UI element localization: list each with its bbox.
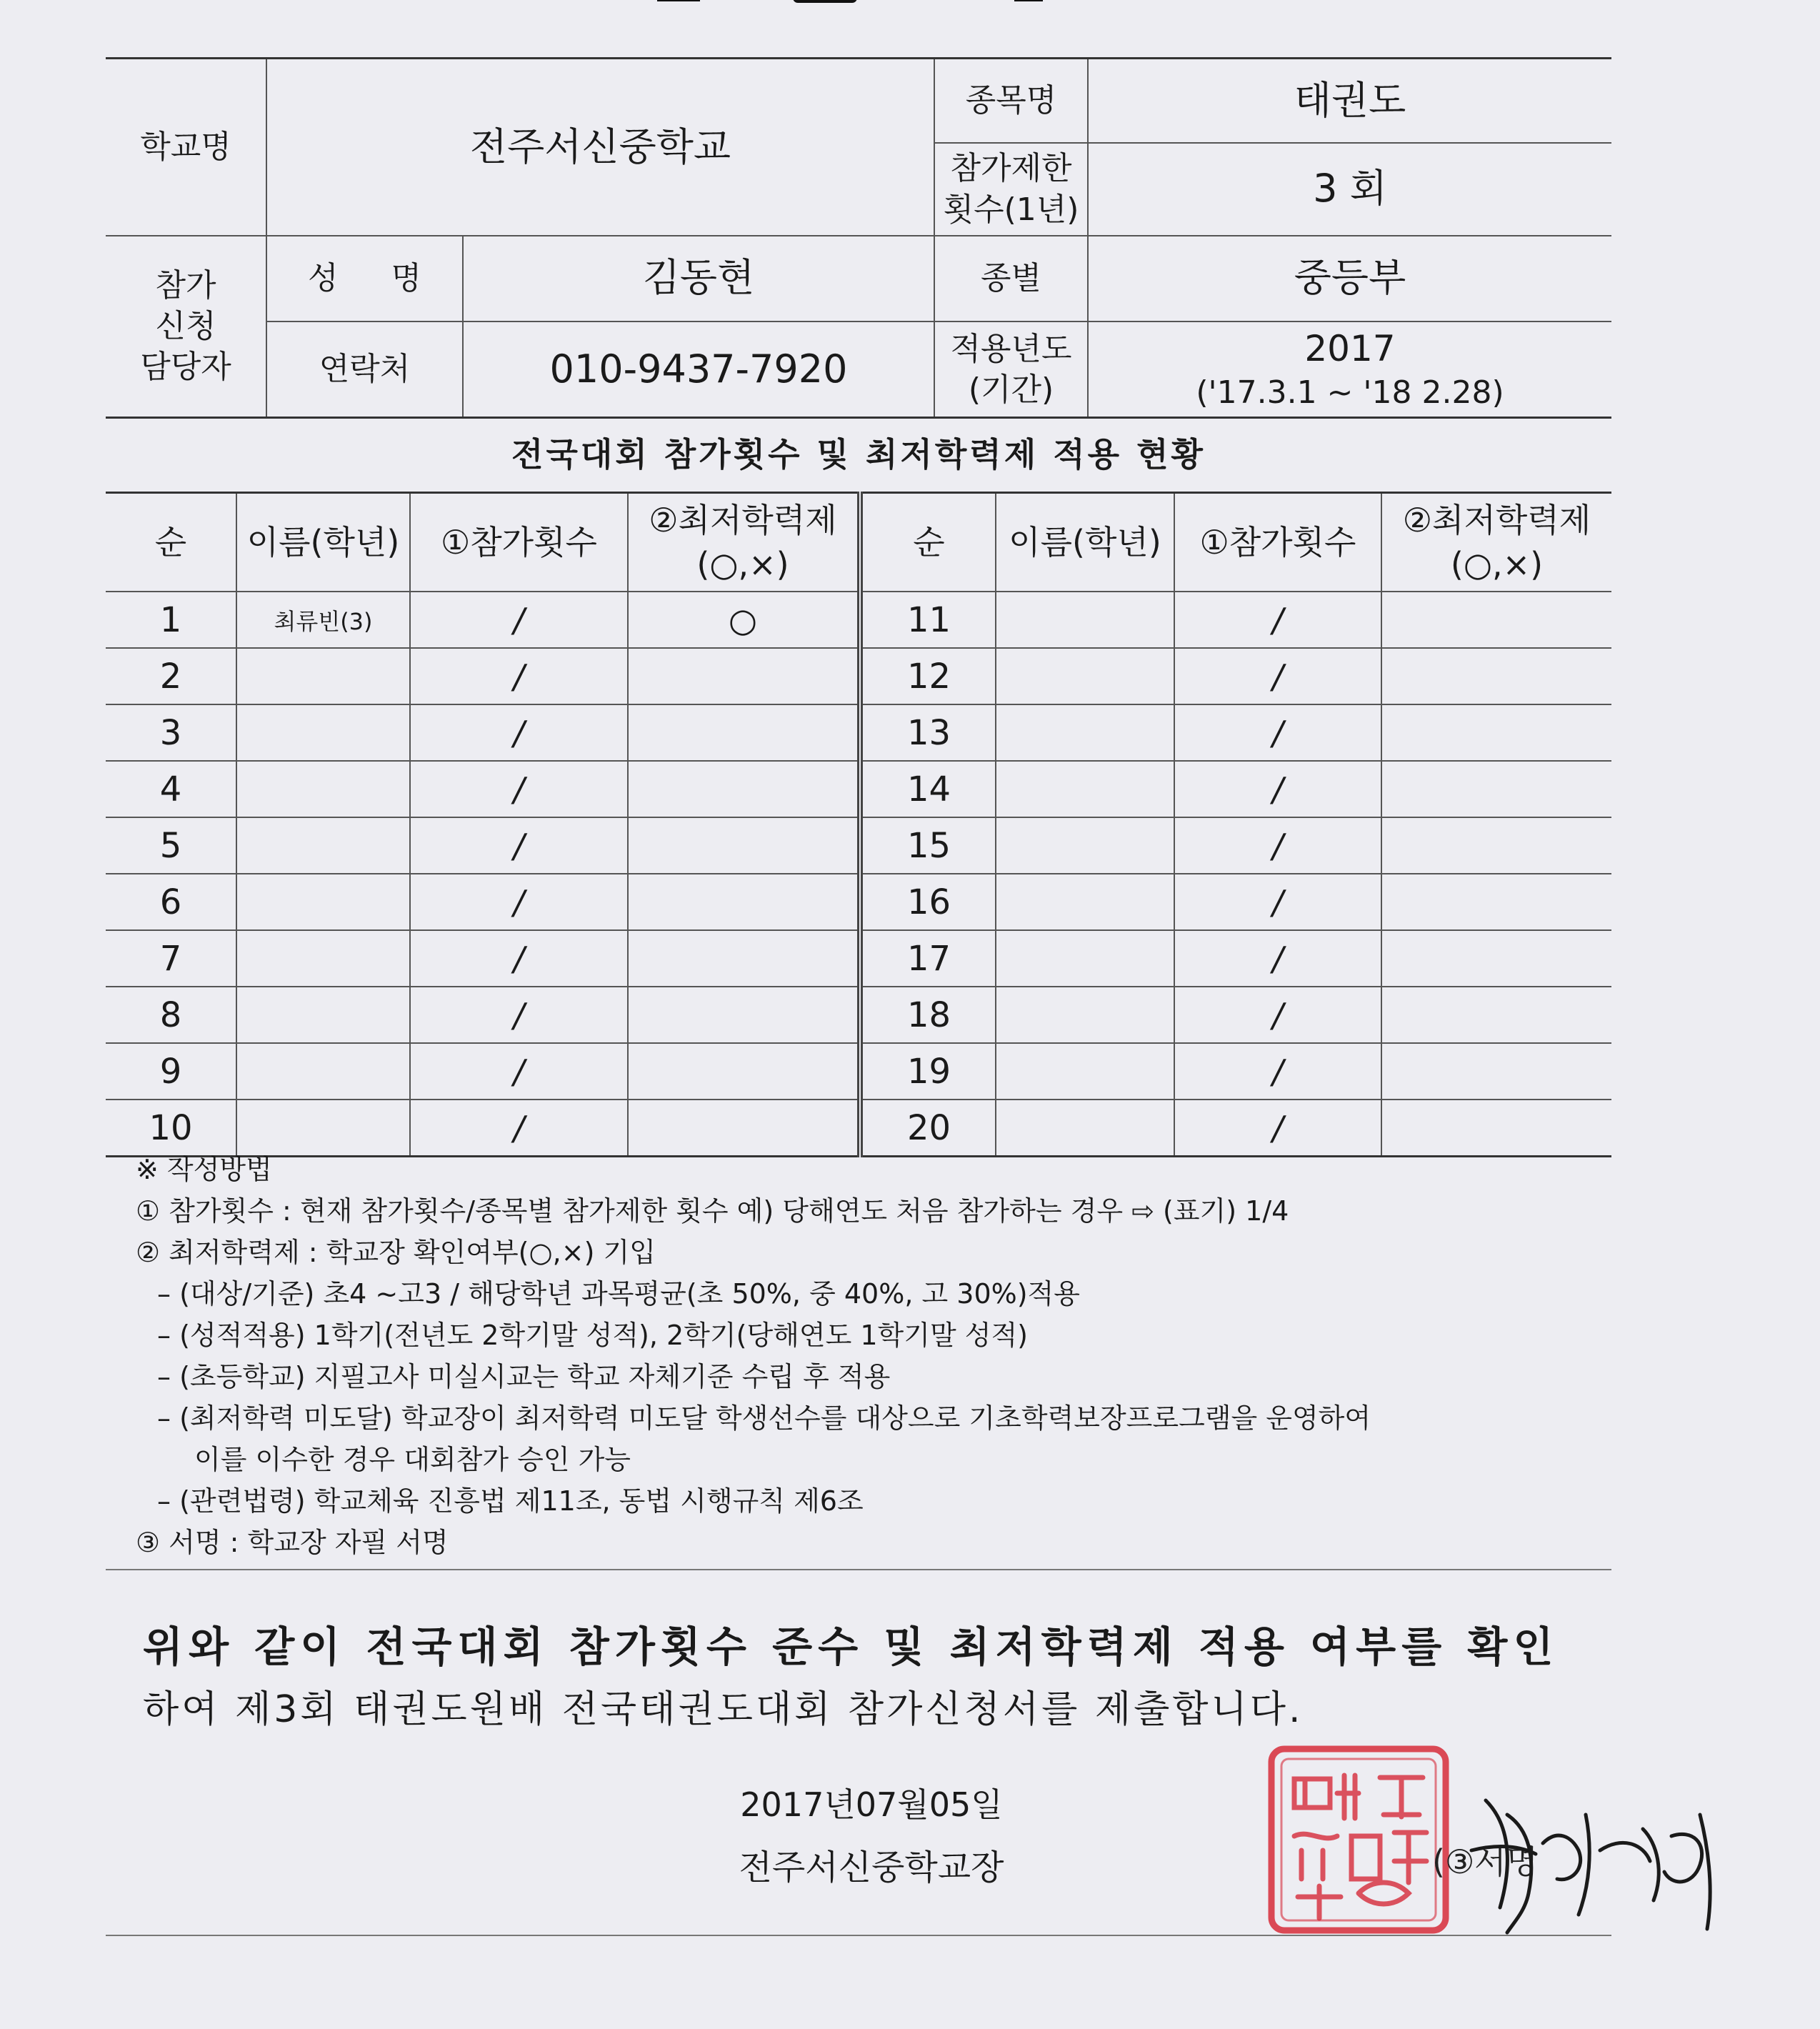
row-count: / — [1174, 592, 1381, 648]
instruction-subitem: – (최저학력 미도달) 학교장이 최저학력 미도달 학생선수를 대상으로 기초학력보장프로그램을 운영하여 — [157, 1402, 1371, 1434]
row-name — [996, 930, 1174, 987]
participants-table — [106, 492, 1611, 1157]
row-count: / — [1174, 987, 1381, 1043]
row-no: 9 — [106, 1043, 236, 1100]
row-count: / — [410, 1043, 628, 1100]
row-name — [236, 817, 410, 874]
principal-title: 전주서신중학교장 — [739, 1848, 1004, 1888]
row-no: 6 — [106, 874, 236, 930]
row-academic — [628, 1100, 860, 1157]
row-academic — [628, 704, 860, 761]
header-academic-line2: (○,×) — [1450, 545, 1544, 584]
event-label: 종목명 — [934, 59, 1088, 143]
row-no: 18 — [860, 987, 996, 1043]
contact-value: 010-9437-7920 — [463, 321, 934, 418]
header-name-left: 이름(학년) — [236, 493, 410, 592]
table-header-row — [106, 493, 1611, 592]
row-name — [236, 874, 410, 930]
header-count-left: ①참가횟수 — [410, 493, 628, 592]
row-no: 16 — [860, 874, 996, 930]
row-academic — [1381, 648, 1611, 704]
school-label: 학교명 — [106, 59, 266, 236]
event-name: 태권도 — [1088, 59, 1611, 143]
confirmation-statement — [143, 1613, 1571, 1733]
row-name — [236, 930, 410, 987]
school-name: 전주서신중학교 — [266, 59, 934, 236]
row-count: / — [1174, 761, 1381, 817]
row-no: 17 — [860, 930, 996, 987]
row-no: 7 — [106, 930, 236, 987]
header-academic-right — [1381, 493, 1611, 592]
table-row — [106, 1100, 1611, 1157]
row-name — [236, 761, 410, 817]
header-academic-left — [628, 493, 860, 592]
row-academic — [1381, 761, 1611, 817]
instructions-heading: ※ 작성방법 — [136, 1154, 272, 1185]
row-count: / — [410, 648, 628, 704]
row-academic — [628, 874, 860, 930]
row-no: 8 — [106, 987, 236, 1043]
manager-label-line3: 담당자 — [140, 349, 231, 386]
limit-label-line2: 횟수(1년) — [943, 191, 1079, 228]
manager-label-line2: 신청 — [155, 308, 216, 345]
row-no: 19 — [860, 1043, 996, 1100]
limit-value: 3 회 — [1088, 143, 1611, 236]
year-value: 2017 — [1304, 327, 1396, 369]
year-label — [934, 321, 1088, 418]
row-no: 11 — [860, 592, 996, 648]
division-label: 종별 — [934, 236, 1088, 321]
row-name — [236, 648, 410, 704]
year-period: ('17.3.1 ~ '18 2.28) — [1196, 374, 1504, 411]
header-academic-line1: ②최저학력제 — [1402, 500, 1591, 539]
instruction-item: ③ 서명 : 학교장 자필 서명 — [136, 1527, 449, 1558]
row-academic — [628, 987, 860, 1043]
table-row — [106, 930, 1611, 987]
row-no: 3 — [106, 704, 236, 761]
instruction-subitem: – (대상/기준) 초4 ~고3 / 해당학년 과목평균(초 50%, 중 40%, 고 30%)적용 — [157, 1278, 1080, 1310]
row-count: / — [1174, 648, 1381, 704]
header-no-left: 순 — [106, 493, 236, 592]
row-name — [996, 987, 1174, 1043]
row-academic — [1381, 704, 1611, 761]
signature-label: (③서명 — [1432, 1843, 1539, 1881]
row-count: / — [410, 704, 628, 761]
applicant-info-table — [106, 57, 1611, 419]
table-row — [106, 704, 1611, 761]
header-academic-line2: (○,×) — [696, 545, 789, 584]
instruction-subitem: – (성적적용) 1학기(전년도 2학기말 성적), 2학기(당해연도 1학기말 성적) — [157, 1320, 1028, 1351]
row-name: 최류빈(3) — [236, 592, 410, 648]
confirmation-line-2: 하여 제3회 태권도원배 전국태권도대회 참가신청서를 제출합니다. — [143, 1688, 1304, 1731]
table-row — [106, 874, 1611, 930]
row-name — [996, 704, 1174, 761]
limit-label-line1: 참가제한 — [950, 150, 1072, 187]
row-count: / — [410, 987, 628, 1043]
header-count-right: ①참가횟수 — [1174, 493, 1381, 592]
cut-off-title-fragment — [614, 0, 1114, 7]
division-value: 중등부 — [1088, 236, 1611, 321]
row-name — [996, 817, 1174, 874]
row-academic — [628, 648, 860, 704]
official-seal — [1266, 1743, 1451, 1936]
table-row — [106, 592, 1611, 648]
row-count: / — [1174, 817, 1381, 874]
row-academic — [1381, 592, 1611, 648]
instruction-item: ② 최저학력제 : 학교장 확인여부(○,×) 기입 — [136, 1237, 656, 1268]
row-count: / — [410, 874, 628, 930]
table-row — [106, 987, 1611, 1043]
instruction-subitem: – (관련법령) 학교체육 진흥법 제11조, 동법 시행규칙 제6조 — [157, 1485, 864, 1517]
table-row — [106, 1043, 1611, 1100]
year-label-line1: 적용년도 — [950, 330, 1072, 367]
instruction-item: ① 참가횟수 : 현재 참가횟수/종목별 참가제한 횟수 예) 당해연도 처음 참가하는 경우 ⇨ (표기) 1/4 — [136, 1195, 1289, 1227]
row-name — [236, 1100, 410, 1157]
handwritten-signature — [1457, 1772, 1743, 1943]
row-count: / — [1174, 1043, 1381, 1100]
row-name — [996, 648, 1174, 704]
row-name — [996, 592, 1174, 648]
row-count: / — [1174, 704, 1381, 761]
row-no: 10 — [106, 1100, 236, 1157]
header-name-right: 이름(학년) — [996, 493, 1174, 592]
row-name — [236, 987, 410, 1043]
row-name — [996, 1043, 1174, 1100]
row-academic — [628, 761, 860, 817]
divider — [106, 1569, 1611, 1570]
row-academic — [1381, 1043, 1611, 1100]
row-count: / — [410, 592, 628, 648]
row-academic — [1381, 874, 1611, 930]
name-value: 김동현 — [463, 236, 934, 321]
row-academic — [1381, 930, 1611, 987]
row-no: 12 — [860, 648, 996, 704]
table-row — [106, 817, 1611, 874]
row-academic: ○ — [628, 592, 860, 648]
row-name — [236, 1043, 410, 1100]
row-no: 5 — [106, 817, 236, 874]
instruction-subitem: – (초등학교) 지필고사 미실시교는 학교 자체기준 수립 후 적용 — [157, 1361, 891, 1392]
row-academic — [1381, 987, 1611, 1043]
row-name — [996, 1100, 1174, 1157]
row-count: / — [410, 761, 628, 817]
row-academic — [1381, 1100, 1611, 1157]
header-no-right: 순 — [860, 493, 996, 592]
row-academic — [628, 930, 860, 987]
instruction-subitem-continued: 이를 이수한 경우 대회참가 승인 가능 — [194, 1444, 631, 1475]
row-no: 2 — [106, 648, 236, 704]
name-label: 성 명 — [266, 236, 463, 321]
row-name — [236, 704, 410, 761]
row-name — [996, 761, 1174, 817]
row-academic — [1381, 817, 1611, 874]
row-no: 14 — [860, 761, 996, 817]
row-academic — [628, 817, 860, 874]
manager-label — [106, 236, 266, 418]
section-title: 전국대회 참가횟수 및 최저학력제 적용 현황 — [511, 435, 1206, 474]
header-academic-line1: ②최저학력제 — [649, 500, 837, 539]
row-count: / — [410, 930, 628, 987]
table-row — [106, 648, 1611, 704]
contact-label: 연락처 — [266, 321, 463, 418]
row-no: 1 — [106, 592, 236, 648]
row-count: / — [1174, 1100, 1381, 1157]
row-no: 13 — [860, 704, 996, 761]
row-no: 20 — [860, 1100, 996, 1157]
year-cell — [1088, 321, 1611, 418]
year-label-line2: (기간) — [968, 371, 1054, 408]
row-count: / — [410, 1100, 628, 1157]
row-name — [996, 874, 1174, 930]
row-academic — [628, 1043, 860, 1100]
instructions — [136, 1149, 1621, 1563]
bottom-divider — [106, 1935, 1611, 1936]
confirmation-line-1: 위와 같이 전국대회 참가횟수 준수 및 최저학력제 적용 여부를 확인 — [143, 1622, 1559, 1671]
manager-label-line1: 참가 — [155, 266, 216, 304]
submission-date: 2017년07월05일 — [740, 1785, 1003, 1824]
table-row — [106, 761, 1611, 817]
row-count: / — [1174, 930, 1381, 987]
limit-label — [934, 143, 1088, 236]
row-no: 4 — [106, 761, 236, 817]
row-count: / — [410, 817, 628, 874]
row-count: / — [1174, 874, 1381, 930]
row-no: 15 — [860, 817, 996, 874]
